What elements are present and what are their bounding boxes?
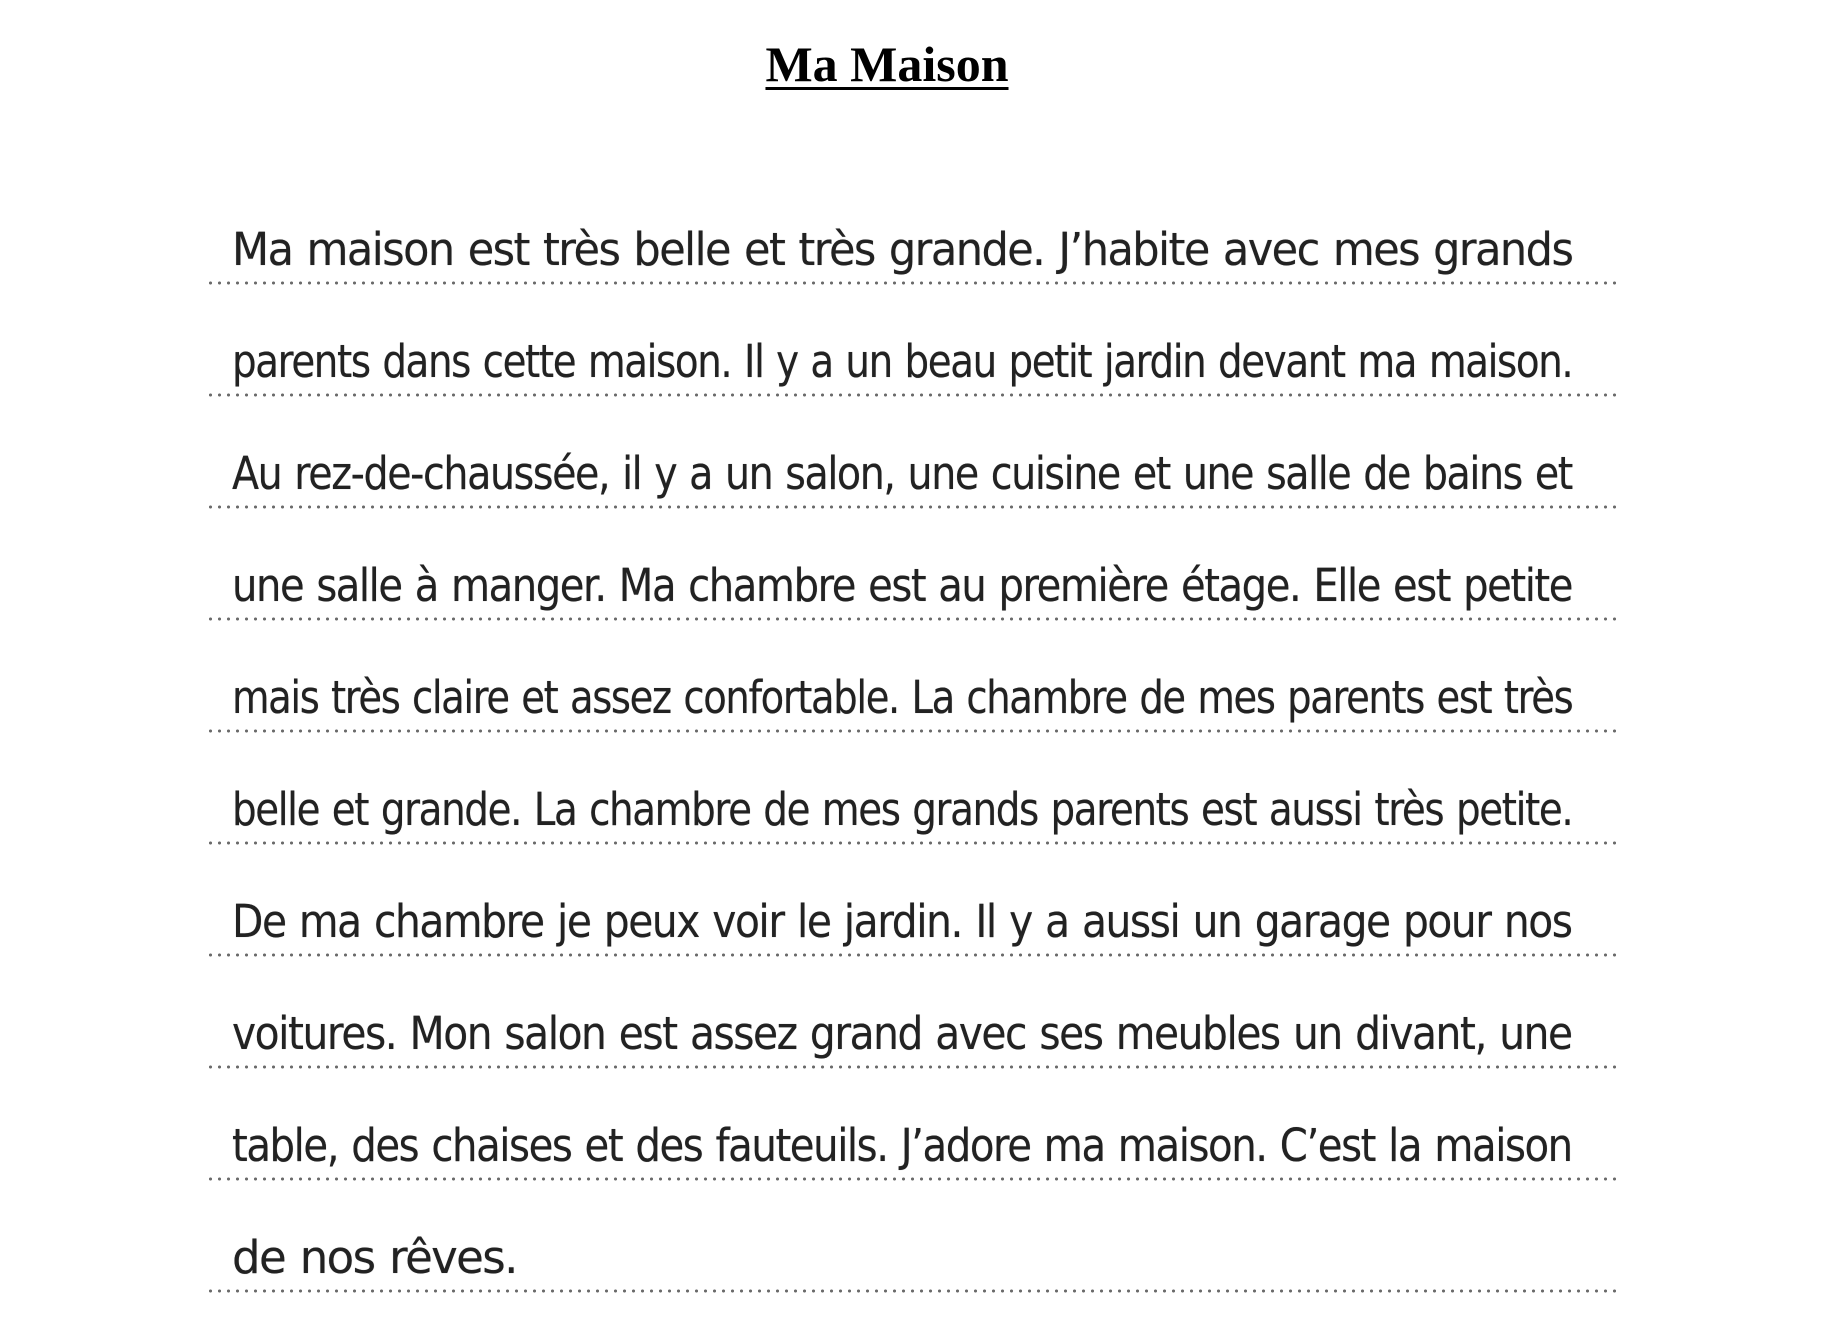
line-text: une salle à manger. Ma chambre est au première étage. Elle est petite (232, 559, 1572, 612)
line-text: belle et grande. La chambre de mes grands parents est aussi très petite. (232, 783, 1573, 836)
writing-line (206, 218, 1620, 330)
line-text: Ma maison est très belle et très grande. J’habite avec mes grands (232, 223, 1573, 276)
line-text: De ma chambre je peux voir le jardin. Il y a aussi un garage pour nos (232, 895, 1572, 948)
line-text: de nos rêves. (232, 1231, 517, 1284)
line-text: mais très claire et assez confortable. La chambre de mes parents est très (232, 671, 1573, 724)
text-body (206, 218, 1620, 1338)
writing-line (206, 1114, 1620, 1226)
line-text: voitures. Mon salon est assez grand avec ses meubles un divant, une (232, 1007, 1572, 1060)
writing-line (206, 890, 1620, 1002)
writing-line (206, 666, 1620, 778)
line-text: table, des chaises et des fauteuils. J’adore ma maison. C’est la maison (232, 1119, 1572, 1172)
page-title-text: Ma Maison (765, 36, 1009, 92)
writing-line (206, 1002, 1620, 1114)
line-text: parents dans cette maison. Il y a un beau petit jardin devant ma maison. (232, 335, 1573, 388)
writing-line (206, 330, 1620, 442)
writing-line (206, 554, 1620, 666)
writing-line (206, 1226, 1620, 1338)
line-text: Au rez-de-chaussée, il y a un salon, une cuisine et une salle de bains et (232, 447, 1572, 500)
writing-line (206, 778, 1620, 890)
writing-line (206, 442, 1620, 554)
page-title (0, 34, 1774, 94)
